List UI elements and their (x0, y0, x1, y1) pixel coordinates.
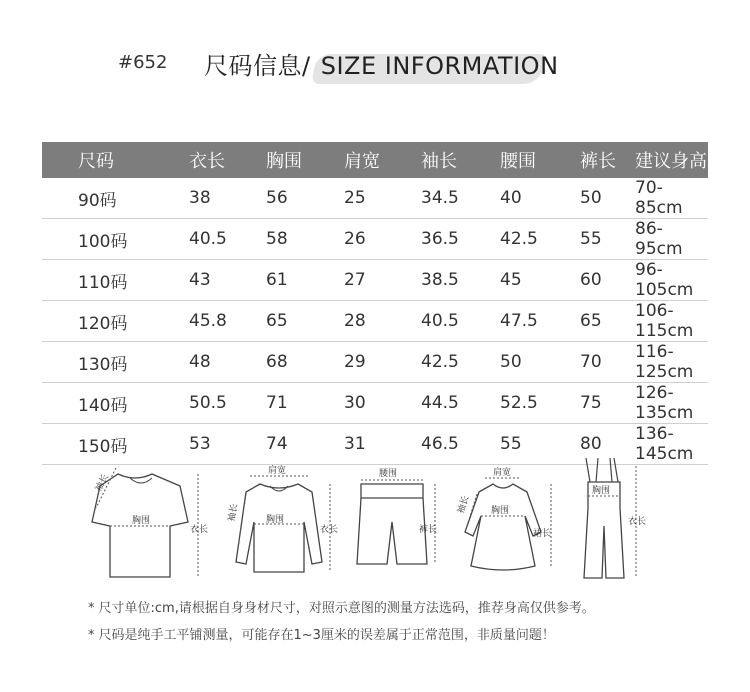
dress-diagram (455, 452, 565, 588)
page-title (204, 46, 559, 81)
tshirt-diagram (80, 452, 220, 588)
col-header: 胸围 (266, 151, 302, 172)
table-cell: 58 (266, 219, 344, 260)
table-cell: 29 (344, 342, 421, 383)
size-table (42, 142, 708, 465)
table-cell: 45 (500, 260, 580, 301)
table-cell: 100码 (42, 219, 189, 260)
dress-chest-label: 胸围 (491, 506, 510, 516)
table-cell: 30 (344, 383, 421, 424)
table-cell: 45.8 (189, 301, 266, 342)
table-cell: 86-95cm (635, 219, 708, 260)
table-cell: 48 (189, 342, 266, 383)
table-cell: 126-135cm (635, 383, 708, 424)
table-cell: 46.5 (421, 424, 500, 465)
pants-length-label: 裤长 (419, 525, 438, 535)
col-header: 衣长 (189, 151, 225, 172)
table-cell: 65 (580, 301, 635, 342)
table-cell: 55 (580, 219, 635, 260)
table-cell: 56 (266, 178, 344, 219)
tshirt-sleeve-label: 袖长 (93, 472, 112, 494)
title-cn: 尺码信息/ (204, 52, 311, 80)
sweater-shoulder-label: 肩宽 (268, 466, 287, 476)
table-cell: 38 (189, 178, 266, 219)
table-cell: 74 (266, 424, 344, 465)
table-cell: 106-115cm (635, 301, 708, 342)
table-cell: 96-105cm (635, 260, 708, 301)
table-cell: 40 (500, 178, 580, 219)
table-cell: 52.5 (500, 383, 580, 424)
table-cell: 140码 (42, 383, 189, 424)
table-cell: 61 (266, 260, 344, 301)
table-cell: 120码 (42, 301, 189, 342)
table-cell: 80 (580, 424, 635, 465)
table-cell: 70 (580, 342, 635, 383)
dress-length-label: 裙长 (533, 529, 552, 539)
table-cell: 136-145cm (635, 424, 708, 465)
asterisk-icon: * (88, 628, 95, 643)
title-en: SIZE INFORMATION (312, 52, 559, 80)
table-cell: 55 (500, 424, 580, 465)
note-line (88, 624, 555, 643)
table-cell: 34.5 (421, 178, 500, 219)
table-cell: 25 (344, 178, 421, 219)
table-row (42, 219, 708, 260)
col-header: 尺码 (78, 151, 114, 172)
col-header: 裤长 (580, 151, 616, 172)
table-row (42, 260, 708, 301)
table-cell: 31 (344, 424, 421, 465)
col-header: 建议身高 (635, 151, 707, 172)
note-text: 尺寸单位:cm,请根据自身身材尺寸，对照示意图的测量方法选码，推荐身高仅供参考。 (98, 601, 595, 616)
sweater-length-label: 衣长 (320, 525, 339, 535)
table-cell: 75 (580, 383, 635, 424)
table-cell: 40.5 (421, 301, 500, 342)
table-header-row (42, 142, 708, 178)
note-text: 尺码是纯手工平铺测量，可能存在1~3厘米的误差属于正常范围，非质量问题！ (98, 628, 555, 643)
overalls-length-label: 衣长 (628, 517, 647, 527)
table-cell: 50 (580, 178, 635, 219)
table-cell: 110码 (42, 260, 189, 301)
table-cell: 70-85cm (635, 178, 708, 219)
tshirt-length-label: 衣长 (190, 525, 209, 535)
table-row (42, 301, 708, 342)
table-cell: 50.5 (189, 383, 266, 424)
note-line (88, 597, 595, 616)
product-code: #652 (118, 52, 168, 73)
table-cell: 38.5 (421, 260, 500, 301)
table-cell: 50 (500, 342, 580, 383)
table-cell: 44.5 (421, 383, 500, 424)
dress-sleeve-label: 袖长 (456, 494, 472, 515)
table-cell: 42.5 (421, 342, 500, 383)
dress-shoulder-label: 肩宽 (493, 468, 512, 478)
measurement-diagrams (80, 452, 670, 588)
table-cell: 60 (580, 260, 635, 301)
table-row (42, 342, 708, 383)
sweater-diagram (227, 452, 340, 588)
sweater-sleeve-label: 袖长 (227, 503, 241, 523)
table-cell: 47.5 (500, 301, 580, 342)
table-cell: 65 (266, 301, 344, 342)
table-cell: 36.5 (421, 219, 500, 260)
overalls-chest-label: 胸围 (592, 486, 611, 496)
table-cell: 40.5 (189, 219, 266, 260)
table-cell: 116-125cm (635, 342, 708, 383)
table-row (42, 383, 708, 424)
asterisk-icon: * (88, 601, 95, 616)
table-cell: 53 (189, 424, 266, 465)
table-cell: 68 (266, 342, 344, 383)
col-header: 袖长 (421, 151, 457, 172)
table-cell: 71 (266, 383, 344, 424)
title-text (204, 46, 559, 81)
table-cell: 90码 (42, 178, 189, 219)
pants-waist-label: 腰围 (379, 469, 398, 479)
table-cell: 26 (344, 219, 421, 260)
sweater-chest-label: 胸围 (266, 515, 285, 525)
table-cell: 42.5 (500, 219, 580, 260)
tshirt-chest-label: 胸围 (132, 516, 151, 526)
pants-diagram (345, 452, 445, 588)
table-cell: 28 (344, 301, 421, 342)
table-row (42, 178, 708, 219)
overalls-diagram (570, 452, 670, 588)
table-cell: 27 (344, 260, 421, 301)
col-header: 腰围 (500, 151, 536, 172)
table-cell: 150码 (42, 424, 189, 465)
col-header: 肩宽 (344, 151, 380, 172)
table-cell: 43 (189, 260, 266, 301)
table-cell: 130码 (42, 342, 189, 383)
